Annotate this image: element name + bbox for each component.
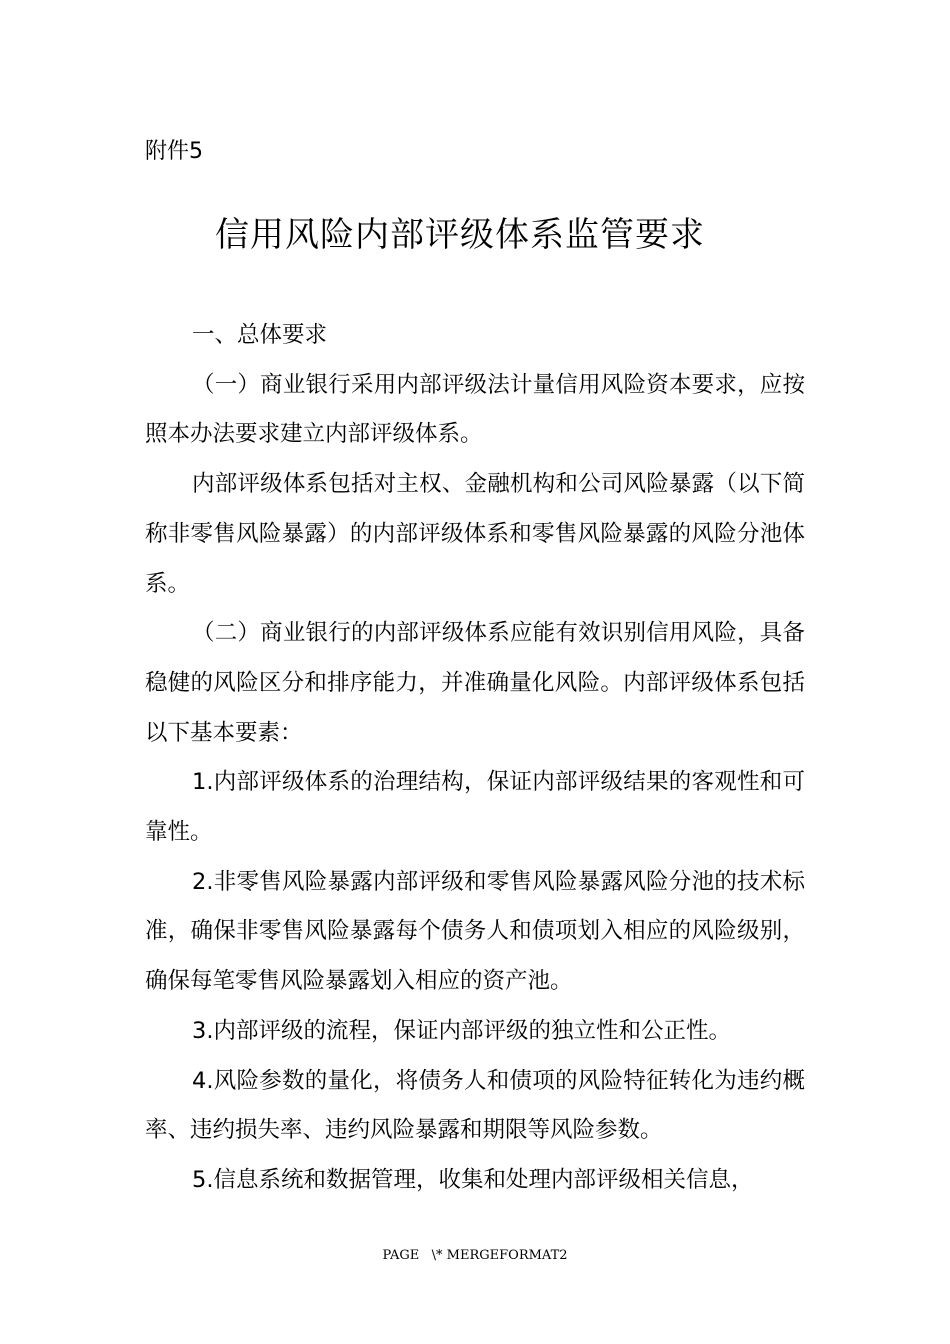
list-item: 4.风险参数的量化，将债务人和债项的风险特征转化为违约概率、违约损失率、违约风险暴露和期限等风险参数。 xyxy=(145,1067,805,1144)
paragraph: 内部评级体系包括对主权、金融机构和公司风险暴露（以下简称非零售风险暴露）的内部评级体系和零售风险暴露的风险分池体系。 xyxy=(145,471,805,597)
document-title: 信用风险内部评级体系监管要求 xyxy=(215,215,705,255)
section-heading: 一、总体要求 xyxy=(192,322,328,348)
list-item: 3.内部评级的流程，保证内部评级的独立性和公正性。 xyxy=(192,1017,731,1044)
paragraph: （一）商业银行采用内部评级法计量信用风险资本要求，应按照本办法要求建立内部评级体系。 xyxy=(145,371,805,448)
paragraph: （二）商业银行的内部评级体系应能有效识别信用风险，具备稳健的风险区分和排序能力，并准确量化风险。内部评级体系包括以下基本要素： xyxy=(145,620,805,746)
document-body xyxy=(145,311,805,1206)
list-item: 1.内部评级体系的治理结构，保证内部评级结果的客观性和可靠性。 xyxy=(145,769,805,846)
list-item: 5.信息系统和数据管理，收集和处理内部评级相关信息， xyxy=(192,1166,754,1193)
attachment-label: 附件5 xyxy=(145,139,203,164)
page-footer: PAGE \* MERGEFORMAT2 xyxy=(382,1248,568,1263)
list-item: 2.非零售风险暴露内部评级和零售风险暴露风险分池的技术标准，确保非零售风险暴露每个债务人和债项划入相应的风险级别，确保每笔零售风险暴露划入相应的资产池。 xyxy=(145,868,805,995)
